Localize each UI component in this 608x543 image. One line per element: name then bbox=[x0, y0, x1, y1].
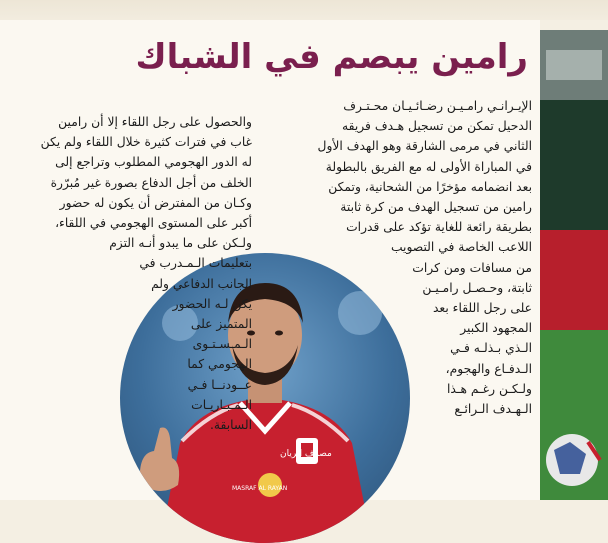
article-line: الخلف من أجل الدفاع بصورة غير مُبرّرة bbox=[50, 175, 252, 190]
article-line: المجهود الكبير bbox=[460, 321, 532, 336]
article-line: رامين من تسجيل الهدف من كرة ثابتة bbox=[340, 200, 532, 215]
article-line: الـمـسـتـوى bbox=[192, 337, 252, 352]
article-line: وكـان من المفترض أن يكون له حضور bbox=[59, 195, 252, 210]
article-line: اللاعب الخاصة في التصويب bbox=[390, 240, 532, 255]
article-line: والحصول على رجل اللقاء إلا أن رامين bbox=[58, 115, 252, 129]
article-headline: رامين يبصم في الشباك bbox=[135, 37, 528, 77]
article-line: له الدور الهجومي المطلوب وتراجع إلى bbox=[55, 155, 252, 170]
page-top-strip bbox=[0, 0, 608, 20]
article-line: من مسافات ومن كرات bbox=[412, 260, 532, 275]
article-line: الـذي بـذلـه فـي bbox=[450, 341, 532, 356]
article-line: الجانب الدفاعي ولم bbox=[151, 276, 252, 291]
article-line: بطريقة رائعة للغاية تؤكد على قدرات bbox=[346, 220, 532, 235]
stadium-illustration bbox=[540, 30, 608, 500]
article-line: الـدفـاع والهجوم، bbox=[445, 361, 532, 376]
article-line: بعد انضمامه مؤخرًا من الشحانية، وتمكن bbox=[328, 179, 532, 194]
stadium-photo bbox=[540, 30, 608, 500]
article-column-left bbox=[6, 112, 252, 435]
article-line: يكن لـه الحضور bbox=[172, 296, 252, 311]
article-line: الهجومي كما bbox=[187, 357, 252, 372]
article-line: المتميز على bbox=[190, 317, 252, 332]
article-line: ثابتة، وحـصـل رامـيـن bbox=[422, 280, 532, 295]
article-line: بتعليمات الـمـدرب في bbox=[139, 256, 252, 271]
article-line: الـهـدف الـرائـع bbox=[454, 402, 532, 417]
article-line: الـمـبـاريـات bbox=[191, 397, 252, 412]
article-line: الثاني في مرمى الشارقة وهو الهدف الأول bbox=[317, 139, 532, 154]
article-line: السابقة. bbox=[209, 418, 252, 433]
jersey-sponsor-arabic: مصرف الريان bbox=[280, 449, 332, 459]
article-line: عــودنــا فـي bbox=[187, 377, 252, 392]
article-line: الإيـرانـي رامـيـن رضـائـيـان محـتـرف bbox=[343, 99, 532, 113]
article-line: ولـكن على ما يبدو أنـه التزم bbox=[109, 236, 252, 251]
article-line: ولـكـن رغـم هـذا bbox=[447, 381, 532, 396]
article-line: في المباراة الأولى له مع الفريق بالبطولة bbox=[325, 159, 532, 174]
article-line: الدحيل تمكن من تسجيل هـدف فريقه bbox=[342, 119, 532, 134]
article-line: على رجل اللقاء بعد bbox=[432, 301, 532, 316]
jersey-sponsor-english: MASRAF AL RAYAN bbox=[232, 485, 288, 492]
article-line: غاب في فترات كثيرة خلال اللقاء ولم يكن bbox=[40, 135, 252, 150]
article-column-right bbox=[310, 96, 532, 419]
article-line: أكبر على المستوى الهجومي في اللقاء، bbox=[55, 216, 252, 231]
